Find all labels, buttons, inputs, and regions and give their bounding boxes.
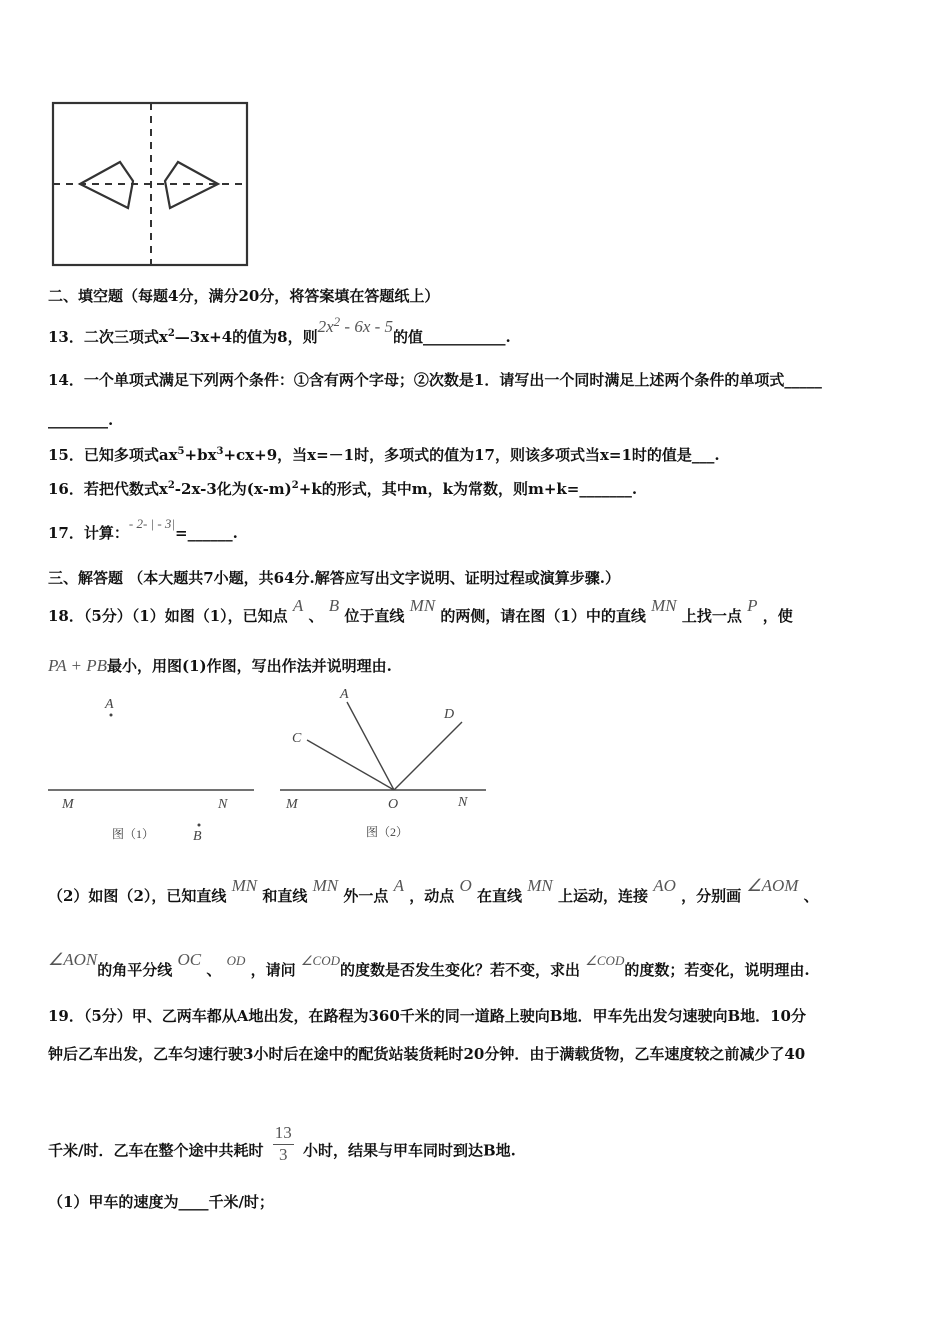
figure-1	[44, 690, 259, 850]
symmetry-figure	[48, 98, 253, 270]
fig1-label-b: B	[193, 829, 202, 844]
question-19-line1: 19．（5分）甲、乙两车都从A地出发，在路程为360千米的同一道路上驶向B地．甲车先出发匀速驶向B地．10分	[48, 1007, 806, 1025]
fig2-label-c: C	[292, 731, 302, 746]
question-18-part2-line2: ∠AON的角平分线 OC 、 OD ，请问 ∠COD的度数是否发生变化？若不变，求出 ∠COD的度数；若变化，说明理由.	[48, 950, 810, 979]
question-14-line1: 14．一个单项式满足下列两个条件：①含有两个字母；②次数是1．请写出一个同时满足上述两个条件的单项式_____	[48, 371, 822, 389]
question-19-sub1: （1）甲车的速度为____千米/时；	[48, 1193, 274, 1211]
fig1-label-a: A	[105, 697, 114, 712]
question-18-part2-line1: （2）如图（2），已知直线 MN 和直线 MN 外一点 A ，动点 O 在直线 MN 上运动，连接 AO ，分别画 ∠AOM 、	[48, 876, 819, 905]
figure-2	[276, 684, 491, 844]
fig2-label-n: N	[458, 795, 468, 810]
question-17: 17．计算：- 2- | - 3|=______.	[48, 516, 238, 542]
section2-heading: 二、填空题（每题4分，满分20分，将答案填在答题纸上）	[48, 287, 440, 305]
question-13: 13．二次三项式$x^2—3x+4$的值为8，则$2x^2 - 6x - 5$的值___________.	[48, 314, 511, 346]
question-15: 15．已知多项式$ax^5+bx^3+cx+9$，当x=－1时，多项式的值为17，则该多项式当x=1时的值是___.	[48, 446, 720, 464]
fig2-caption: 图（2）	[366, 825, 409, 839]
question-18-line1: 18．（5分）（1）如图（1），已知点 A 、 B 位于直线 MN 的两侧，请在图（1）中的直线 MN 上找一点 P ，使	[48, 596, 793, 625]
fig2-label-m: M	[286, 797, 298, 812]
fig1-label-m: M	[62, 797, 74, 812]
question-16: 16．若把代数式$x^2-2x-3$化为$(x-m)^2+k$的形式，其中m，k为常数，则m+k=_______.	[48, 480, 638, 498]
question-19-line3: 千米/时．乙车在整个途中共耗时 $\frac{13}{3}$ 小时，结果与甲车同时到达B地.	[48, 1123, 516, 1164]
fig2-label-d: D	[444, 707, 455, 722]
question-19-line2: 钟后乙车出发，乙车匀速行驶3小时后在途中的配货站装货耗时20分钟．由于满载货物，乙车速度较之前减少了40	[48, 1045, 806, 1063]
fig2-label-o: O	[388, 797, 399, 812]
section3-heading: 三、解答题 （本大题共7小题，共64分.解答应写出文字说明、证明过程或演算步骤.）	[48, 569, 620, 587]
fig1-caption: 图（1）	[112, 827, 155, 841]
question-14-line2: ________.	[48, 411, 114, 429]
fraction-13-3: $\frac{13}{3}$	[274, 1123, 292, 1164]
fig2-label-a: A	[340, 687, 349, 702]
fig1-label-n: N	[218, 797, 228, 812]
question-18-line2: PA + PB最小，用图(1)作图，写出作法并说明理由.	[48, 656, 392, 675]
